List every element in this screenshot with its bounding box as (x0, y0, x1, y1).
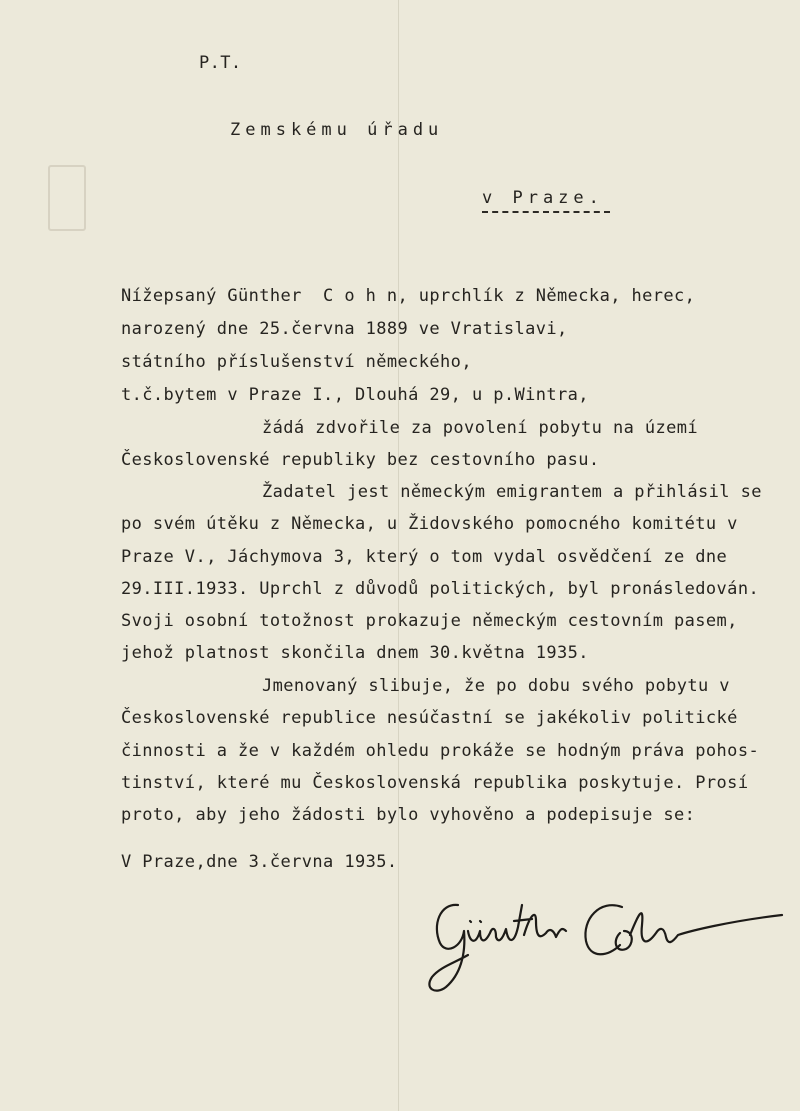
faint-stamp-mark (48, 165, 86, 231)
paragraph3-line-2: Československé republice nesúčastní se jakékoliv politické (121, 708, 738, 728)
paragraph2-line-2: po svém útěku z Německa, u Židovského pomocného komitétu v (121, 514, 738, 534)
paragraph3-line-3: činnosti a že v každém ohledu prokáže se hodným práva pohos- (121, 741, 760, 761)
salutation: P.T. (199, 53, 242, 73)
city-underline (482, 211, 610, 213)
paragraph1-line-3: státního příslušenství německého, (121, 352, 472, 372)
paragraph3-line-1: Jmenovaný slibuje, že po dobu svého pobytu v (262, 676, 730, 696)
paragraph2-line-3: Praze V., Jáchymova 3, který o tom vydal osvědčení ze dne (121, 547, 728, 567)
paragraph1-line-6: Československé republiky bez cestovního pasu. (121, 450, 600, 470)
paragraph2-line-6: jehož platnost skončila dnem 30.května 1935. (121, 643, 589, 663)
paragraph1-line-2: narozený dne 25.června 1889 ve Vratislavi, (121, 319, 568, 339)
paragraph1-line-1: Nížepsaný Günther C o h n, uprchlík z Německa, herec, (121, 286, 696, 306)
paragraph2-line-4: 29.III.1933. Uprchl z důvodů politických, byl pronásledován. (121, 579, 760, 599)
paragraph2-line-5: Svoji osobní totožnost prokazuje německým cestovním pasem, (121, 611, 738, 631)
city-line: v Praze. (482, 188, 604, 208)
paragraph1-line-4: t.č.bytem v Praze I., Dlouhá 29, u p.Wintra, (121, 385, 589, 405)
addressee: Zemskému úřadu (230, 120, 444, 140)
handwritten-signature (410, 885, 790, 995)
paragraph3-line-4: tinství, které mu Československá republika poskytuje. Prosí (121, 773, 749, 793)
paragraph1-line-5: žádá zdvořile za povolení pobytu na území (262, 418, 699, 438)
paragraph3-line-5: proto, aby jeho žádosti bylo vyhověno a podepisuje se: (121, 805, 696, 825)
paragraph2-line-1: Žadatel jest německým emigrantem a přihlásil se (262, 482, 762, 502)
date-line: V Praze,dne 3.června 1935. (121, 852, 398, 872)
